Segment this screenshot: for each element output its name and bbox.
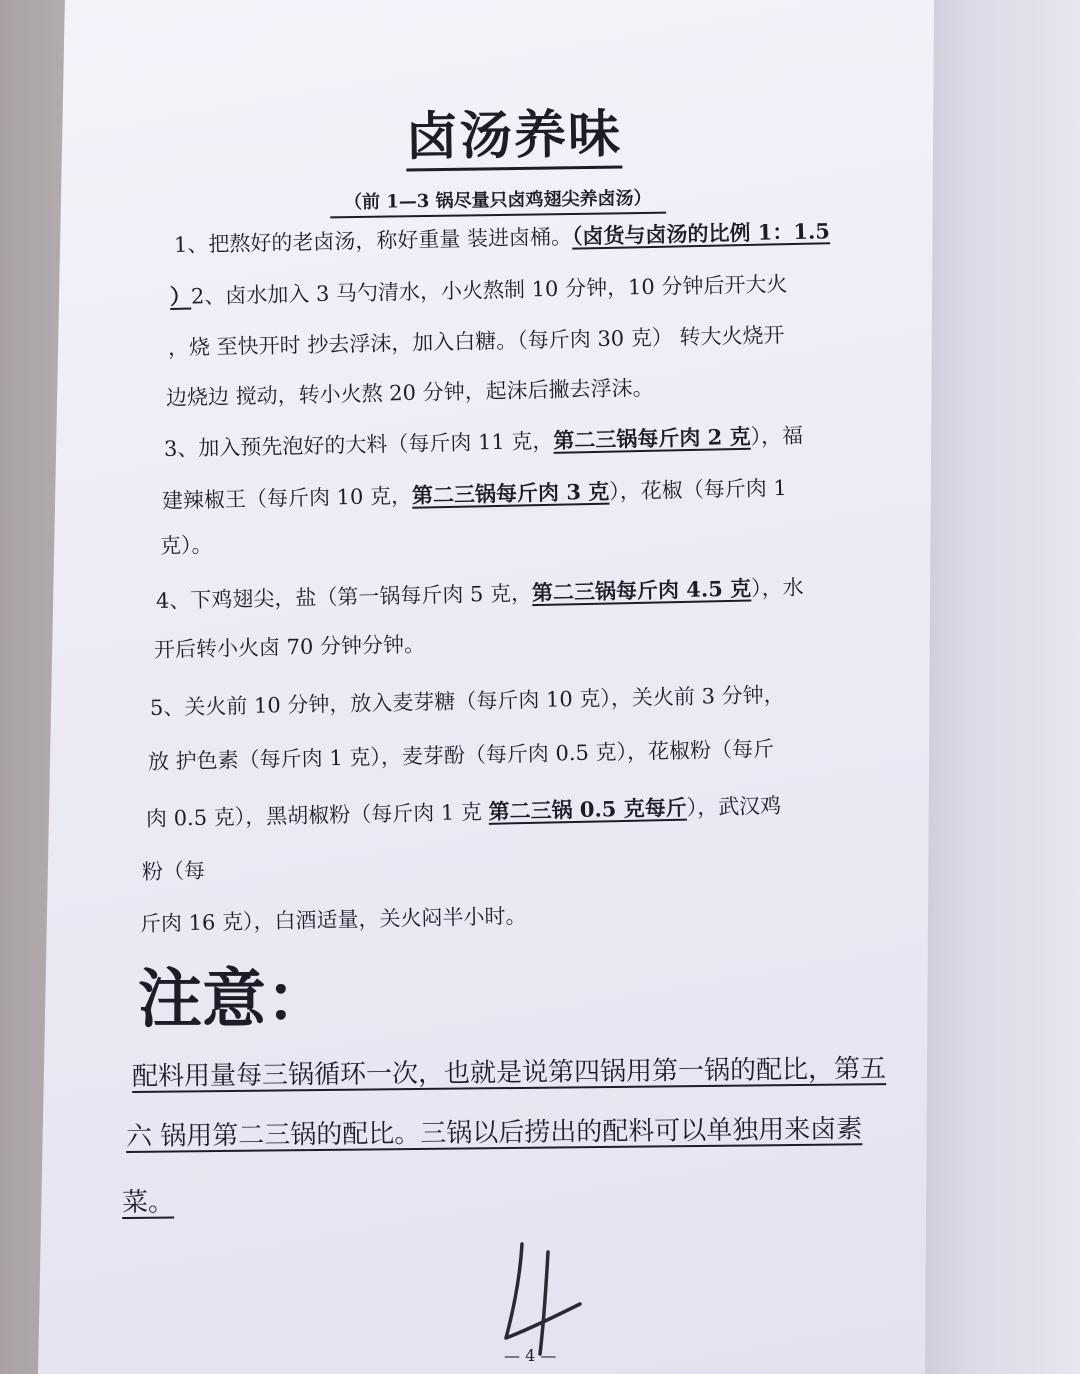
printed-page-number: — 4 —: [504, 1346, 557, 1365]
recipe-line: 边烧边 搅动，转小火熬 20 分钟，起沫后撇去浮沫。: [165, 375, 654, 410]
recipe-line: 5、关火前 10 分钟，放入麦芽糖（每斤肉 10 克），关火前 3 分钟，: [149, 682, 785, 720]
notice-line: 配料用量每三锅循环一次，也就是说第四锅用第一锅的配比，第五: [131, 1054, 887, 1092]
recipe-line: 放 护色素（每斤肉 1 克），麦芽酚（每斤肉 0.5 克），花椒粉（每斤: [147, 736, 775, 774]
page-title: 卤汤养味: [406, 106, 623, 171]
notice-line: 六 锅用第二三锅的配比。三锅以后捞出的配料可以单独用来卤素: [125, 1114, 863, 1152]
recipe-line: 开后转小火卤 70 分钟分钟。: [153, 632, 426, 662]
page-subtitle: （前 1—3 锅尽量只卤鸡翅尖养卤汤）: [330, 184, 666, 219]
handwritten-page-number: [492, 1238, 592, 1358]
recipe-line: 建辣椒王（每斤肉 10 克，第二三锅每斤肉 3 克），花椒（每斤肉 1: [161, 475, 787, 513]
notice-heading: 注意：: [138, 963, 330, 1037]
recipe-line: 4、下鸡翅尖，盐（第一锅每斤肉 5 克，第二三锅每斤肉 4.5 克），水: [155, 575, 804, 613]
recipe-line: 克）。: [159, 532, 213, 558]
recipe-line: ）2、卤水加入 3 马勺清水，小火熬制 10 分钟，10 分钟后开大火: [169, 272, 788, 309]
notice-line: 菜。: [121, 1187, 175, 1218]
recipe-line: 1、把熬好的老卤汤，称好重量 装进卤桶。（卤货与卤汤的比例 1：1.5: [173, 218, 831, 257]
recipe-line: 粉（每: [141, 858, 206, 884]
svg-text:4: 4: [492, 1238, 493, 1239]
recipe-line: 3、加入预先泡好的大料（每斤肉 11 克，第二三锅每斤肉 2 克），福: [163, 423, 804, 461]
recipe-line: 斤肉 16 克），白酒适量，关火闷半小时。: [139, 903, 527, 936]
recipe-line: ，烧 至快开时 抄去浮沫，加入白糖。（每斤肉 30 克） 转大火烧开: [167, 323, 785, 360]
recipe-line: 肉 0.5 克），黑胡椒粉（每斤肉 1 克 第二三锅 0.5 克每斤），武汉鸡: [145, 793, 782, 831]
